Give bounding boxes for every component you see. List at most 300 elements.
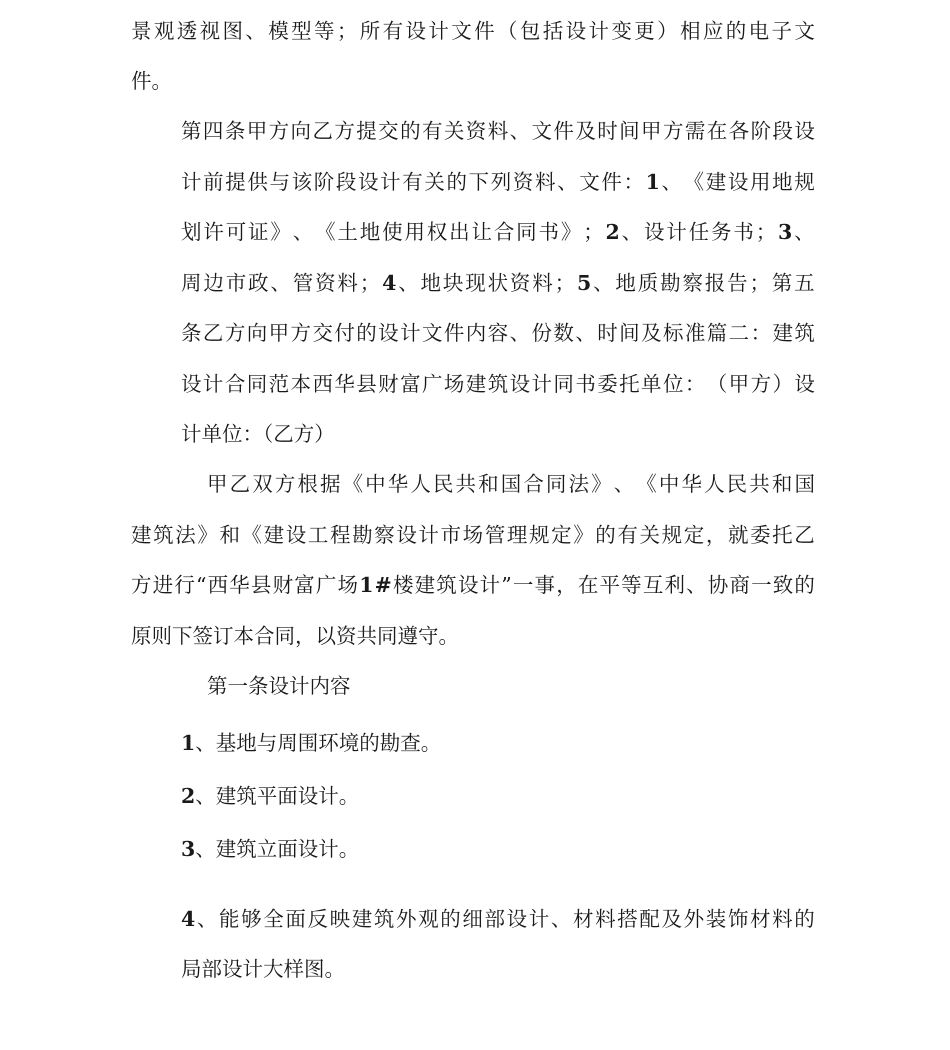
glyph: 材 — [573, 907, 594, 931]
glyph: 方 — [750, 372, 772, 396]
glyph: 资 — [465, 119, 487, 143]
glyph: 理 — [506, 523, 528, 547]
glyph: 文 — [421, 321, 443, 345]
glyph: 管 — [292, 271, 314, 295]
glyph: 致 — [772, 573, 794, 597]
glyph: 材 — [750, 907, 771, 931]
glyph: 场 — [462, 523, 484, 547]
glyph: 、 — [398, 271, 419, 295]
glyph: 建 — [772, 321, 793, 345]
glyph: 单 — [641, 372, 662, 396]
glyph: 务 — [711, 220, 732, 244]
glyph: 定 — [551, 523, 572, 547]
glyph: 阶 — [313, 170, 335, 194]
list-item-2: 2、建筑平面设计。 — [181, 784, 360, 808]
glyph: 法 — [175, 523, 196, 547]
glyph: 子 — [771, 19, 792, 43]
glyph: 建 — [263, 523, 285, 547]
glyph: 同 — [553, 372, 574, 396]
glyph: 搭 — [617, 907, 638, 931]
glyph: 方 — [131, 573, 152, 597]
glyph: 数 — [553, 321, 574, 345]
glyph: 管 — [484, 523, 506, 547]
glyph: 计 — [202, 372, 224, 396]
glyph: ： — [750, 321, 772, 345]
glyph: 报 — [704, 271, 726, 295]
glyph: 、 — [621, 220, 643, 244]
glyph: 合 — [523, 472, 544, 496]
glyph: 设 — [378, 321, 399, 345]
glyph: 用 — [750, 170, 771, 194]
glyph: 人 — [410, 472, 431, 496]
glyph: 、 — [575, 321, 596, 345]
glyph: 西 — [312, 372, 333, 396]
glyph: 全 — [263, 907, 284, 931]
glyph: 同 — [545, 472, 567, 496]
glyph: 、 — [509, 321, 531, 345]
glyph: 出 — [449, 220, 470, 244]
glyph: 、 — [613, 472, 635, 496]
glyph: 时 — [597, 321, 618, 345]
glyph: 所 — [359, 19, 381, 43]
glyph: 和 — [771, 472, 793, 496]
glyph: 计 — [418, 523, 439, 547]
glyph: 付 — [334, 321, 355, 345]
glyph: 下 — [468, 170, 490, 194]
glyph: 共 — [455, 472, 477, 496]
glyph: ” — [501, 573, 512, 597]
glyph: 计 — [528, 907, 550, 931]
glyph: 民 — [726, 472, 748, 496]
glyph: 外 — [683, 907, 705, 931]
paragraph-line-4 — [181, 172, 815, 193]
glyph: 3 — [778, 220, 793, 244]
glyph: 法 — [568, 472, 589, 496]
glyph: 筑 — [794, 321, 815, 345]
glyph: 场 — [443, 372, 465, 396]
glyph: 委 — [597, 372, 618, 396]
glyph: ； — [359, 271, 381, 295]
paragraph-line-11 — [131, 525, 815, 546]
glyph: ； — [336, 19, 358, 43]
list-item-1: 1、基地与周围环境的勘查。 — [181, 731, 442, 755]
glyph: 财 — [272, 573, 294, 597]
glyph: 能 — [219, 907, 240, 931]
glyph: 条 — [224, 119, 246, 143]
glyph: 华 — [681, 472, 702, 496]
glyph: 设 — [396, 523, 417, 547]
glyph: 国 — [794, 472, 815, 496]
glyph: 关 — [443, 119, 465, 143]
glyph: 权 — [426, 220, 448, 244]
glyph: 4 — [382, 271, 397, 295]
glyph: 合 — [493, 220, 515, 244]
glyph: 用 — [404, 220, 425, 244]
glyph: 方 — [274, 472, 296, 496]
glyph: 方 — [268, 119, 290, 143]
glyph: 就 — [727, 523, 749, 547]
glyph: 建 — [414, 573, 436, 597]
glyph: 《 — [636, 472, 657, 496]
glyph: 更 — [634, 19, 655, 43]
glyph: 建 — [705, 170, 727, 194]
glyph: 规 — [794, 170, 815, 194]
glyph: （ — [706, 372, 728, 396]
glyph: 料 — [535, 170, 556, 194]
glyph: 委 — [750, 523, 771, 547]
glyph: 广 — [421, 372, 443, 396]
glyph: 华 — [229, 573, 250, 597]
glyph: 告 — [727, 271, 748, 295]
glyph: 位 — [662, 372, 684, 396]
glyph: 有 — [382, 19, 404, 43]
glyph: 》 — [573, 523, 594, 547]
glyph: 交 — [378, 119, 399, 143]
glyph: 、 — [686, 573, 707, 597]
glyph: 、 — [550, 907, 572, 931]
glyph: 互 — [642, 573, 664, 597]
glyph: 资 — [509, 271, 531, 295]
glyph: 让 — [471, 220, 492, 244]
glyph: 方 — [224, 321, 246, 345]
glyph: 计 — [479, 573, 501, 597]
glyph: 计 — [380, 170, 401, 194]
glyph: ； — [755, 220, 777, 244]
glyph: 《 — [683, 170, 705, 194]
glyph: 土 — [337, 220, 358, 244]
glyph: 本 — [290, 372, 312, 396]
glyph: 平 — [599, 573, 621, 597]
glyph: 设 — [643, 220, 665, 244]
glyph: 料 — [487, 119, 509, 143]
glyph: 计 — [400, 321, 421, 345]
glyph: 一 — [512, 573, 534, 597]
glyph: 料 — [772, 907, 793, 931]
glyph: 标 — [662, 321, 684, 345]
glyph: 甲 — [641, 119, 662, 143]
glyph: 四 — [202, 119, 224, 143]
glyph: 件 — [443, 321, 465, 345]
glyph: 使 — [382, 220, 403, 244]
glyph: 计 — [531, 372, 552, 396]
glyph: 及 — [641, 321, 662, 345]
glyph: 书 — [575, 372, 596, 396]
glyph: ， — [556, 573, 577, 597]
glyph: 规 — [661, 523, 683, 547]
glyph: 设 — [794, 372, 815, 396]
glyph: 饰 — [727, 907, 749, 931]
glyph: 县 — [250, 573, 272, 597]
glyph: 可 — [225, 220, 247, 244]
glyph: 等 — [314, 19, 335, 43]
glyph: 任 — [688, 220, 710, 244]
glyph: 景 — [131, 19, 152, 43]
glyph: 计 — [666, 220, 687, 244]
glyph: 1 — [359, 573, 374, 597]
glyph: 应 — [702, 19, 724, 43]
glyph: 段 — [335, 170, 357, 194]
glyph: 方 — [662, 119, 684, 143]
glyph: 质 — [637, 271, 659, 295]
glyph: 文 — [579, 170, 600, 194]
glyph: 筑 — [436, 573, 457, 597]
glyph: 料 — [532, 271, 553, 295]
glyph: 4 — [181, 907, 196, 931]
glyph: 行 — [174, 573, 195, 597]
glyph: 、 — [661, 170, 683, 194]
list-item-4 — [181, 909, 815, 930]
glyph: 甲 — [207, 472, 228, 496]
glyph: 设 — [565, 19, 587, 43]
glyph: 内 — [465, 321, 487, 345]
glyph: 时 — [597, 119, 618, 143]
glyph: 场 — [337, 573, 359, 597]
glyph: 2 — [605, 220, 620, 244]
glyph: 据 — [319, 472, 341, 496]
glyph: 设 — [509, 372, 531, 396]
glyph: 和 — [478, 472, 499, 496]
glyph: 提 — [225, 170, 246, 194]
glyph: 料 — [337, 271, 358, 295]
glyph: 工 — [307, 523, 329, 547]
glyph: 现 — [465, 271, 486, 295]
glyph: 、 — [270, 271, 291, 295]
glyph: 篇 — [706, 321, 728, 345]
glyph: 勘 — [660, 271, 681, 295]
glyph: 块 — [442, 271, 464, 295]
glyph: 建 — [465, 372, 487, 396]
glyph: 托 — [619, 372, 640, 396]
glyph: 间 — [619, 321, 640, 345]
glyph: 图 — [222, 19, 243, 43]
paragraph-line-6 — [181, 273, 815, 294]
paragraph-line-13: 原则下签订本合同，以资共同遵守。 — [131, 624, 459, 648]
glyph: 双 — [252, 472, 273, 496]
glyph: 五 — [794, 271, 815, 295]
glyph: 细 — [462, 907, 483, 931]
glyph: 视 — [199, 19, 221, 43]
glyph: 的 — [725, 19, 747, 43]
glyph: 边 — [203, 271, 224, 295]
glyph: 乙 — [202, 321, 224, 345]
glyph: 地 — [615, 271, 636, 295]
glyph: 变 — [611, 19, 632, 43]
glyph: 乙 — [229, 472, 251, 496]
paragraph-line-8 — [181, 374, 815, 395]
glyph: 华 — [334, 372, 355, 396]
glyph: ： — [623, 170, 644, 194]
glyph: 方 — [290, 321, 312, 345]
glyph: 够 — [241, 907, 262, 931]
glyph: ； — [583, 220, 604, 244]
glyph: 等 — [621, 573, 642, 597]
glyph: 筑 — [373, 907, 395, 931]
glyph: 资 — [315, 271, 336, 295]
glyph: 书 — [538, 220, 559, 244]
glyph: 部 — [484, 907, 506, 931]
glyph: 》 — [560, 220, 582, 244]
glyph: 《 — [342, 472, 364, 496]
paragraph-line-10 — [207, 474, 815, 495]
glyph: 模 — [268, 19, 289, 43]
glyph: 程 — [329, 523, 351, 547]
glyph: 商 — [729, 573, 750, 597]
glyph: 关 — [639, 523, 661, 547]
glyph: 进 — [152, 573, 174, 597]
glyph: 在 — [577, 573, 599, 597]
glyph: 间 — [619, 119, 640, 143]
glyph: 、 — [245, 19, 266, 43]
glyph: 方 — [334, 119, 355, 143]
glyph: 中 — [365, 472, 386, 496]
glyph: 设 — [405, 19, 426, 43]
glyph: 及 — [661, 907, 683, 931]
glyph: 地 — [359, 220, 381, 244]
glyph: ： — [684, 372, 706, 396]
glyph: 国 — [500, 472, 522, 496]
glyph: 划 — [181, 220, 202, 244]
glyph: 察 — [682, 271, 703, 295]
glyph: 透 — [176, 19, 198, 43]
glyph: 文 — [794, 19, 815, 43]
glyph: 装 — [705, 907, 727, 931]
glyph: 地 — [772, 170, 793, 194]
glyph: 括 — [542, 19, 564, 43]
glyph: 乙 — [312, 119, 333, 143]
glyph: 、 — [509, 119, 531, 143]
glyph: 在 — [706, 119, 728, 143]
glyph: 利 — [664, 573, 685, 597]
glyph: 定 — [683, 523, 705, 547]
glyph: “ — [195, 573, 207, 597]
glyph: 向 — [290, 119, 312, 143]
glyph: 型 — [291, 19, 312, 43]
glyph: 状 — [487, 271, 509, 295]
glyph: 包 — [519, 19, 541, 43]
glyph: ） — [657, 19, 678, 43]
glyph: 的 — [400, 119, 421, 143]
glyph: 书 — [733, 220, 754, 244]
glyph: 文 — [531, 119, 552, 143]
glyph: 向 — [246, 321, 268, 345]
glyph: 列 — [490, 170, 512, 194]
glyph: 》 — [197, 523, 218, 547]
glyph: 西 — [207, 573, 229, 597]
glyph: 华 — [387, 472, 409, 496]
glyph: 财 — [378, 372, 399, 396]
glyph: ； — [749, 271, 770, 295]
glyph: 1 — [645, 170, 660, 194]
paragraph-line-7 — [181, 323, 815, 344]
glyph: 面 — [285, 907, 306, 931]
glyph: 容 — [487, 321, 509, 345]
paragraph-line-9: 计单位：（乙方） — [181, 422, 335, 446]
glyph: 勘 — [352, 523, 373, 547]
glyph: 有 — [617, 523, 638, 547]
list-item-4-continuation: 局部设计大样图。 — [181, 957, 345, 981]
glyph: 许 — [203, 220, 224, 244]
glyph: 》 — [591, 472, 612, 496]
glyph: 有 — [402, 170, 423, 194]
glyph: 第 — [771, 271, 793, 295]
glyph: 设 — [358, 170, 379, 194]
glyph: 第 — [181, 119, 202, 143]
glyph: 广 — [315, 573, 337, 597]
section-heading: 第一条设计内容 — [207, 674, 351, 698]
glyph: 共 — [749, 472, 770, 496]
glyph: 观 — [418, 907, 439, 931]
glyph: 同 — [516, 220, 537, 244]
glyph: 范 — [268, 372, 290, 396]
glyph: 同 — [246, 372, 268, 396]
glyph: 协 — [707, 573, 729, 597]
glyph: 与 — [269, 170, 290, 194]
glyph: 设 — [794, 119, 815, 143]
glyph: 段 — [772, 119, 793, 143]
glyph: 甲 — [246, 119, 268, 143]
glyph: 》 — [270, 220, 291, 244]
glyph: 提 — [356, 119, 377, 143]
glyph: 映 — [329, 907, 351, 931]
glyph: 政 — [248, 271, 269, 295]
paragraph-line-5 — [181, 222, 815, 243]
glyph: 市 — [225, 271, 247, 295]
glyph: ； — [554, 271, 576, 295]
glyph: 规 — [528, 523, 550, 547]
list-item-3: 3、建筑立面设计。 — [181, 837, 360, 861]
glyph: ， — [705, 523, 727, 547]
glyph: 料 — [595, 907, 616, 931]
glyph: 合 — [224, 372, 246, 396]
glyph: 地 — [420, 271, 442, 295]
glyph: 县 — [356, 372, 377, 396]
glyph: 、 — [196, 907, 218, 931]
glyph: 楼 — [392, 573, 414, 597]
glyph: 筑 — [487, 372, 509, 396]
glyph: 《 — [241, 523, 263, 547]
glyph: 5 — [576, 271, 592, 295]
glyph: 富 — [400, 372, 421, 396]
glyph: 察 — [374, 523, 395, 547]
glyph: 有 — [421, 119, 443, 143]
glyph: 设 — [506, 907, 528, 931]
glyph: 反 — [307, 907, 329, 931]
glyph: ） — [772, 372, 793, 396]
glyph: 及 — [575, 119, 596, 143]
glyph: 条 — [181, 321, 202, 345]
glyph: 资 — [512, 170, 534, 194]
glyph: 的 — [794, 573, 815, 597]
glyph: 计 — [588, 19, 609, 43]
glyph: 件 — [553, 119, 574, 143]
glyph: （ — [497, 19, 518, 43]
glyph: 电 — [748, 19, 770, 43]
glyph: 和 — [219, 523, 240, 547]
paragraph-line-1 — [131, 21, 815, 42]
glyph: 的 — [794, 907, 815, 931]
glyph: 事 — [534, 573, 556, 597]
glyph: 阶 — [750, 119, 772, 143]
glyph: 准 — [684, 321, 706, 345]
glyph: 证 — [248, 220, 269, 244]
glyph: 供 — [247, 170, 268, 194]
glyph: 相 — [680, 19, 701, 43]
glyph: 建 — [131, 523, 152, 547]
glyph: # — [374, 573, 392, 597]
glyph: 民 — [432, 472, 454, 496]
glyph: 交 — [312, 321, 333, 345]
glyph: 的 — [446, 170, 467, 194]
